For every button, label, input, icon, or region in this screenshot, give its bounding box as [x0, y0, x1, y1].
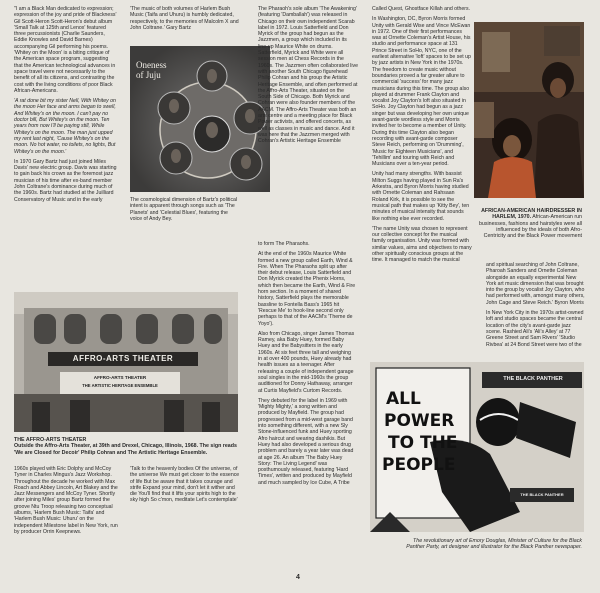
column-4	[372, 6, 472, 268]
poster-text-to-the: TO THE	[388, 433, 458, 453]
paragraph: In Washington, DC, Byron Morris formed Unity with Gerald Wise and Vince McEwan in 1972. One of their first performances was at Ornette Coleman's Artist House, his studio and performance space at 131 Prince Street in SoHo, NYC, one of the earliest alternative 'loft' spaces to be set up by jazz artists in New York in the 1970s. The freedom to create music without boundaries proved a far greater allure to commercial 'success' for many jazz musicians during this time. The group also played at drummer Frank Clayton and vocalist Joy Clayton's loft also situated in SoHo. Joy Clayton had begun as a jazz singer but was developing her own unique avant-garde wordless style and Morris invited her to become a member of Unity. During this time Clayton also began recording with avant-garde composer Steve Reich, performing on 'Drumming', 'Music for Eighteen Musicians', and 'Tehillim' and touring with Reich and Musicians over a ten-year period.	[372, 16, 471, 168]
harlem-hairdresser-photo	[474, 22, 584, 198]
poster-text-power: POWER	[384, 411, 455, 431]
marquee-line-1: AFFRO-ARTS THEATER	[93, 375, 147, 380]
paragraph: Also from Chicago, singer James Thomas Ramey, aka Baby Huey, formed Baby Huey and the Babysitters in the early 1960s. At six feet three tall and weighing in at over 400 pounds, Huey already had health issues as a teenager. After releasing a couple of independent garage soul singles in the mid-1960s the group auditioned for Donny Hathaway, arranger at Curtis Mayfield's Curtom Records.	[258, 330, 355, 394]
paragraph: and spiritual searching of John Coltrane, Pharoah Sanders and Ornette Coleman alongside an equally experimental New York art music dimension that was brought into the group by vocalist Joy Clayton, who had performed with, amongst many others, John Cage and Steve Reich.' Byron Morris	[486, 262, 585, 306]
album-caption: The cosmological dimension of Bartz's political intent is apparent through songs such as 'The Planets' and 'Celestial Blues', featuring the voice of Andy Bey.	[130, 197, 238, 222]
quote-gary-bartz: 'The music of both volumes of Harlem Bush Music (Taifa and Uhuru) is humbly dedicated, respectively, to the memories of Malcolm X and John Coltrane.' Gary Bartz	[130, 6, 239, 31]
caption-title: AFRICAN-AMERICAN HAIRDRESSER IN HARLEM, 1970.	[481, 208, 582, 221]
black-panther-poster	[370, 362, 584, 532]
column-1	[14, 6, 118, 207]
paragraph: 1960s played with Eric Dolphy and McCoy Tyner in Charles Mingus's Jazz Workshop. Throughout the decade he worked with Max Roach and Abbey Lincoln, Art Blakey and the Jazz Messengers and McCoy Tyner. Shortly after joining Miles' group Bartz formed the groove Ntu Troop releasing two conceptual albums, 'Harlem Bush Music: Taifa' and 'Harlem Bush Music: Uhuru' on the independent Milestone label in New York, run by producer Orrin Keepnews.	[14, 466, 118, 535]
column-2	[130, 6, 240, 35]
paragraph: In New York City in the 1970s artist-owned loft and studio spaces became the central location of the city's avant-garde jazz scene. Rashied Ali's 'Ali's Alley' at 77 Greene Street and Sam Rivers' 'Studio Rivbea' at 24 Bond Street were two of the	[486, 310, 584, 348]
column-3-cont	[258, 241, 356, 490]
poster-tag-bottom: THE BLACK PANTHER	[520, 492, 564, 497]
poster-tag-top: THE BLACK PANTHER	[503, 376, 563, 382]
bottom-left-column	[14, 466, 118, 539]
marquee-line-2: THE ARTISTIC HERITAGE ENSEMBLE	[82, 383, 158, 388]
hairdresser-caption	[478, 208, 582, 239]
paragraph: Called Quest, Ghostface Killah and others.	[372, 6, 471, 12]
affro-arts-theater-photo	[14, 292, 238, 432]
theater-sign: AFFRO-ARTS THEATER	[72, 354, 174, 363]
paragraph: They debuted for the label in 1969 with 'Mighty Mighty,' a song written and produced by Mayfield. The group had progressed from a mid-west garage band into something different, with a new Sly Stone-influenced funk and Huey sporting Afro haircut and wearing dashikis. But Huey had also developed a serious drug problem and barely a year later was dead at age 26. An album 'The Baby Huey Story: The Living Legend' was posthumously released, featuring 'Hard Times', written and produced by Mayfield and much sampled by Ice Cube, A Tribe	[258, 397, 354, 486]
lyrics-celestial-blues: 'Talk to the heavenly bodies Of the universe, of the universe We must get closer to the essence of life But be aware that it takes courage and strife Expand your mind, don't let it wither and die You'll find that it lifts your spirits high to the sky high So c'mon, meditate Let's contemplate'	[130, 466, 240, 504]
paragraph: In 1970 Gary Bartz had just joined Miles Davis' new electric group. Davis was starting to gain back his crown as the foremost jazz musician of his time after ex-band member John Coltrane's dominance during much of the 1960s. Bartz had studied at the Juilliard Conservatory of Music and in the early	[14, 158, 117, 203]
poster-text-all: ALL	[386, 389, 421, 409]
page-number: 4	[296, 574, 300, 581]
paragraph: "I am a Black Man dedicated to expression; expression of the joy and pride of Blackness' Gil Scott-Heron Scott-Heron's debut album 'Small Talk at 125th and Lenox' featured three percussionists (Charlie Saunders, Eddie Knowles and David Barnes) accompanying Gil performing his poems. 'Whitey on the Moon' is a biting critique of the American space program, suggesting that the American technological advances in space travel were not necessarily to the benefit of all its citizens, and contrasting the cost with the living conditions of poor Black African-Americans.	[14, 6, 117, 94]
caption-body: Outside the Affro-Arts Theater, at 39th and Drexel, Chicago, Illinois, 1968. The sign reads 'We are Closed for Decoir' Philip Cohran and The Artistic Heritage Ensemble.	[14, 443, 237, 456]
theater-caption	[14, 437, 244, 456]
poem-whitey-on-the-moon: 'A rat done bit my sister Nell, With Whitey on the moon Her face and arms began to swell, And Whitey's on the moon. I can't pay no doctor bill, But Whitey's on the moon. Ten years from now I'll be paying still, While Whitey's on the moon. The man just upped my rent last night, 'Cause Whitey's on the moon. No hot water, no toilets, no lights, But Whitey's on the moon.'	[14, 98, 116, 155]
album-title: Oneness of Juju	[136, 60, 167, 80]
column-5	[486, 262, 586, 352]
poster-caption: The revolutionary art of Emory Douglas, Minister of Culture for the Black Panther Party, art designer and illustrator for the Black Panther newspaper.	[406, 538, 582, 551]
oneness-of-juju-album-cover	[130, 46, 270, 192]
column-3	[258, 6, 358, 149]
paragraph: 'The name Unity was chosen to represent our collective concept for the musical family organisation. Unity was formed with similar values, aims and objectives to many other spiritually conscious groups at the time. It managed to match the musical	[372, 225, 472, 264]
paragraph: At the end of the 1960s Maurice White formed a new group called Earth, Wind & Fire. When The Pharaohs split up after their debut release, Louis Satterfield and Don Myrick created the Phenix Horns, which then became the Earth, Wind & Fire horn section. In a moment of shared history, Satterfield plays the memorable bassline to Fontella Bass's 1965 hit 'Rescue Me' to hook-line second only perhaps to that of the AACM's 'Theme de Yoyo').	[258, 251, 356, 327]
caption-body: African-American run businesses, fashions and hairstyles were all influenced by the ideals of both Afro-Centricity and the Black Power movement	[478, 214, 582, 240]
poster-text-people: PEOPLE	[382, 455, 456, 475]
paragraph: The Pharaoh's sole album 'The Awakening' (featuring 'Damballah') was released in Chicago on their own independent Scarab label in 1972. Louis Satterfield and Don Myrick of the group had begun as the Jazzmen, a group which included in its line-up Maurice White on drums. Satterfield, Myrick and White were all session men at Chess Records in the 1960s. The Jazzmen often collaborated live with another South Chicago figurehead Philip Cohran and his group the Artistic Heritage Ensemble, and often performed at the Affro-Arts Theater, situated on the South Side of Chicago. Both Myrick and Cohran were also founder members of the AACM. The Affro-Arts Theater was both an arts centre and a meeting place for Black Power activists, and offered concerts, as well as classes in music and dance. And it was here that the Jazzmen merged with Cohran's Artistic Heritage Ensemble	[258, 6, 358, 145]
paragraph: Unity had many strengths. With bassist Milton Suggs having played in Sun Ra's Arkestra, and Byron Morris having studied with Ornette Coleman and Rahsaan Roland Kirk, it is possible to see the musical path that makes up 'Kitty Bey', ten minutes of musical intensity that sounds like nothing else ever recorded.	[372, 171, 470, 222]
photo	[474, 22, 584, 198]
paragraph: to form The Pharaohs.	[258, 241, 310, 247]
caption-title: THE AFFRO-ARTS THEATER	[14, 437, 87, 443]
